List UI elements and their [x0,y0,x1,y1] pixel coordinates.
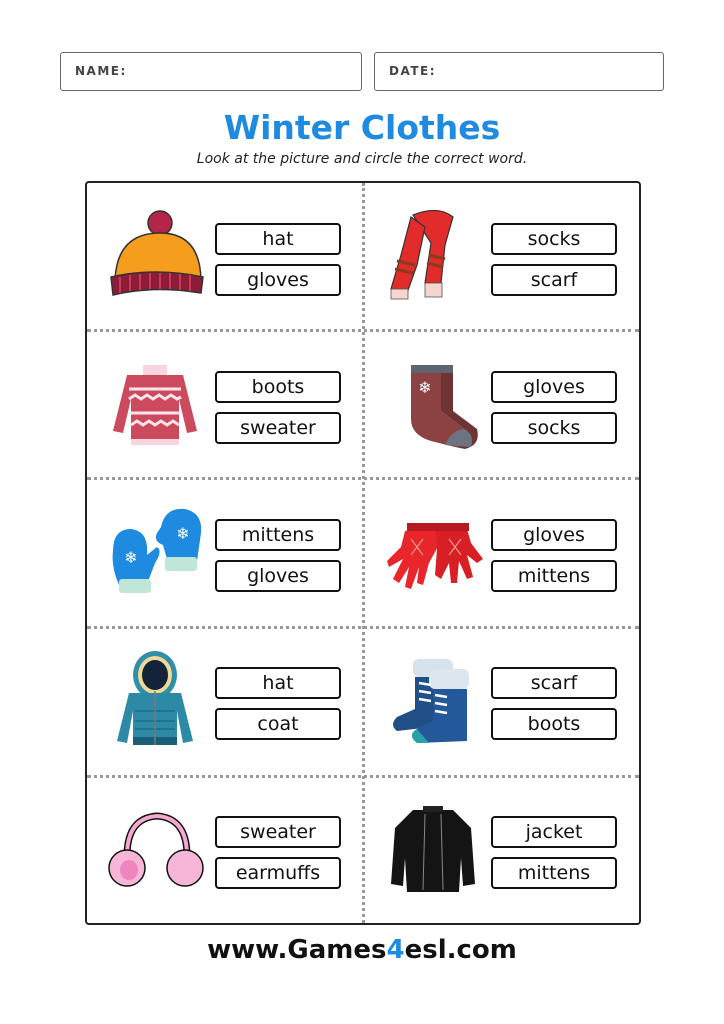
boots-icon [383,649,483,749]
sock-icon [383,353,483,453]
word-option[interactable]: boots [215,371,341,403]
word-option[interactable]: gloves [491,519,617,551]
word-option[interactable]: socks [491,223,617,255]
footer-accent: 4 [386,935,405,965]
word-option[interactable]: jacket [491,816,617,848]
word-option[interactable]: gloves [215,560,341,592]
word-option[interactable]: earmuffs [215,857,341,889]
word-option[interactable]: gloves [491,371,617,403]
word-option[interactable]: gloves [215,264,341,296]
footer-url[interactable] [0,935,724,965]
item-card [365,331,641,479]
worksheet-grid [85,181,641,925]
footer-prefix: www.Games [207,935,387,965]
sweater-icon [105,353,205,453]
item-card [365,479,641,627]
word-option[interactable]: scarf [491,264,617,296]
word-option[interactable]: sweater [215,412,341,444]
item-card [365,183,641,331]
item-card [87,331,363,479]
word-option[interactable]: mittens [491,857,617,889]
word-option[interactable]: mittens [491,560,617,592]
item-card [87,183,363,331]
item-card [87,627,363,775]
mittens-icon [105,501,205,601]
scarf-icon [383,205,483,305]
word-option[interactable]: boots [491,708,617,740]
gloves-icon [383,501,483,601]
svg-text:❄: ❄ [176,524,190,543]
instructions: Look at the picture and circle the correct word. [196,151,528,167]
svg-text:❄: ❄ [418,378,432,397]
word-option[interactable]: coat [215,708,341,740]
item-card [87,776,363,924]
jacket-icon [383,798,483,898]
coat-icon [105,649,205,749]
item-card [365,627,641,775]
word-option[interactable]: scarf [491,667,617,699]
word-option[interactable]: hat [215,667,341,699]
word-option[interactable]: mittens [215,519,341,551]
footer-suffix: esl.com [404,935,517,965]
date-label: DATE: [389,64,436,78]
item-card [87,479,363,627]
word-option[interactable]: hat [215,223,341,255]
svg-text:❄: ❄ [124,548,138,567]
word-option[interactable]: sweater [215,816,341,848]
name-field[interactable] [60,52,362,91]
name-label: NAME: [75,64,127,78]
date-field[interactable] [374,52,664,91]
item-card [365,776,641,924]
winter-hat-icon [105,205,205,305]
earmuffs-icon [105,798,205,898]
page-title: Winter Clothes [223,108,501,147]
word-option[interactable]: socks [491,412,617,444]
